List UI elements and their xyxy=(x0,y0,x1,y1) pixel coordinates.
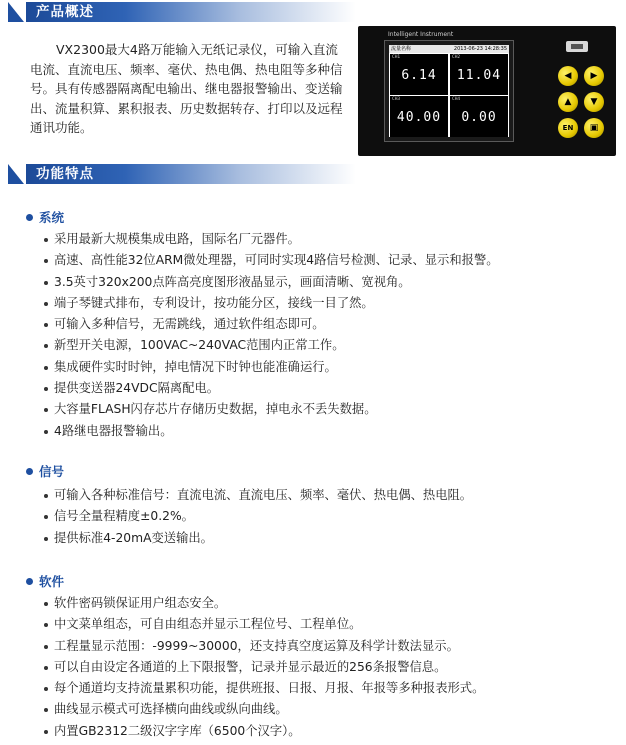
header-triangle-icon xyxy=(8,2,24,22)
down-arrow-button: ▼ xyxy=(584,92,604,112)
software-feature-list xyxy=(44,593,484,742)
up-arrow-button: ▲ xyxy=(558,92,578,112)
section-title-text: 软件 xyxy=(39,574,65,589)
list-item: 工程量显示范围：-9999~30000，还支持真空度运算及科学计数法显示。 xyxy=(44,636,484,657)
list-item: 软件密码锁保证用户组态安全。 xyxy=(44,593,484,614)
channel-value: 0.00 xyxy=(461,110,497,125)
channel-value: 6.14 xyxy=(401,68,437,83)
header-title: 功能特点 xyxy=(36,166,94,182)
list-item: 集成硬件实时时钟，掉电情况下时钟也能准确运行。 xyxy=(44,357,499,378)
channel-value: 11.04 xyxy=(456,68,502,83)
list-item: 端子琴键式排布，专利设计，按功能分区，接线一目了然。 xyxy=(44,293,499,314)
list-item: 可输入多种信号，无需跳线，通过软件组态即可。 xyxy=(44,314,499,335)
intro-paragraph xyxy=(30,40,346,138)
bullet-dot-icon xyxy=(26,468,33,475)
status-right: 2013-06-23 14:28:35 xyxy=(453,46,507,52)
usb-port-icon xyxy=(566,41,588,52)
channel-cell xyxy=(450,54,508,95)
section-header-overview xyxy=(8,2,356,22)
list-item: 可输入各种标准信号：直流电流、直流电压、频率、毫伏、热电偶、热电阻。 xyxy=(44,485,472,506)
list-item: 内置GB2312二级汉字字库（6500个汉字）。 xyxy=(44,721,484,742)
list-item: 提供标准4-20mA变送输出。 xyxy=(44,528,472,549)
device-image xyxy=(358,26,616,156)
channel-cell xyxy=(450,96,508,137)
list-item: 提供变送器24VDC隔离配电。 xyxy=(44,378,499,399)
list-item: 新型开关电源，100VAC~240VAC范围内正常工作。 xyxy=(44,335,499,356)
screen-status-bar xyxy=(389,45,509,53)
section-title-text: 系统 xyxy=(39,210,65,225)
channel-tag: CH2 xyxy=(452,55,461,60)
bullet-dot-icon xyxy=(26,578,33,585)
status-left: 流量名称 xyxy=(391,46,412,52)
section-header-features xyxy=(8,164,356,184)
list-item: 4路继电器报警输出。 xyxy=(44,421,499,442)
channel-tag: CH4 xyxy=(452,97,461,102)
system-feature-list xyxy=(44,229,499,442)
channel-value: 40.00 xyxy=(396,110,442,125)
list-item: 中文菜单组态，可自由组态并显示工程位号、工程单位。 xyxy=(44,614,484,635)
left-arrow-button: ◀ xyxy=(558,66,578,86)
signal-feature-list xyxy=(44,485,472,549)
section-title-signal xyxy=(26,462,64,480)
right-arrow-button: ▶ xyxy=(584,66,604,86)
header-triangle-icon xyxy=(8,164,24,184)
list-item: 曲线显示模式可选择横向曲线或纵向曲线。 xyxy=(44,699,484,720)
channel-tag: CH1 xyxy=(392,55,401,60)
list-item: 可以自由设定各通道的上下限报警，记录并显示最近的256条报警信息。 xyxy=(44,657,484,678)
channel-cell xyxy=(390,54,448,95)
list-item: 3.5英寸320x200点阵高亮度图形液晶显示，画面清晰、宽视角。 xyxy=(44,272,499,293)
section-title-software xyxy=(26,572,64,590)
list-item: 每个通道均支持流量累积功能，提供班报、日报、月报、年报等多种报表形式。 xyxy=(44,678,484,699)
device-brand: Intelligent Instrument xyxy=(388,31,454,38)
section-title-system xyxy=(26,208,64,226)
header-title: 产品概述 xyxy=(36,4,94,20)
enter-button: EN xyxy=(558,118,578,138)
bullet-dot-icon xyxy=(26,214,33,221)
list-item: 大容量FLASH闪存芯片存储历史数据，掉电永不丢失数据。 xyxy=(44,399,499,420)
device-screen xyxy=(389,45,509,137)
channel-tag: CH3 xyxy=(392,97,401,102)
channel-cell xyxy=(390,96,448,137)
section-title-text: 信号 xyxy=(39,464,65,479)
intro-text: VX2300最大4路万能输入无纸记录仪，可输入直流电流、直流电压、频率、毫伏、热电偶、热电阻等多种信号。具有传感器隔离配电输出、继电器报警输出、变送输出、流量积算、累积报表、历史数据转存、打印以及远程通讯功能。 xyxy=(30,42,343,135)
list-item: 高速、高性能32位ARM微处理器，可同时实现4路信号检测、记录、显示和报警。 xyxy=(44,250,499,271)
list-item: 信号全量程精度±0.2%。 xyxy=(44,506,472,527)
menu-button: ▣ xyxy=(584,118,604,138)
list-item: 采用最新大规模集成电路，国际名厂元器件。 xyxy=(44,229,499,250)
